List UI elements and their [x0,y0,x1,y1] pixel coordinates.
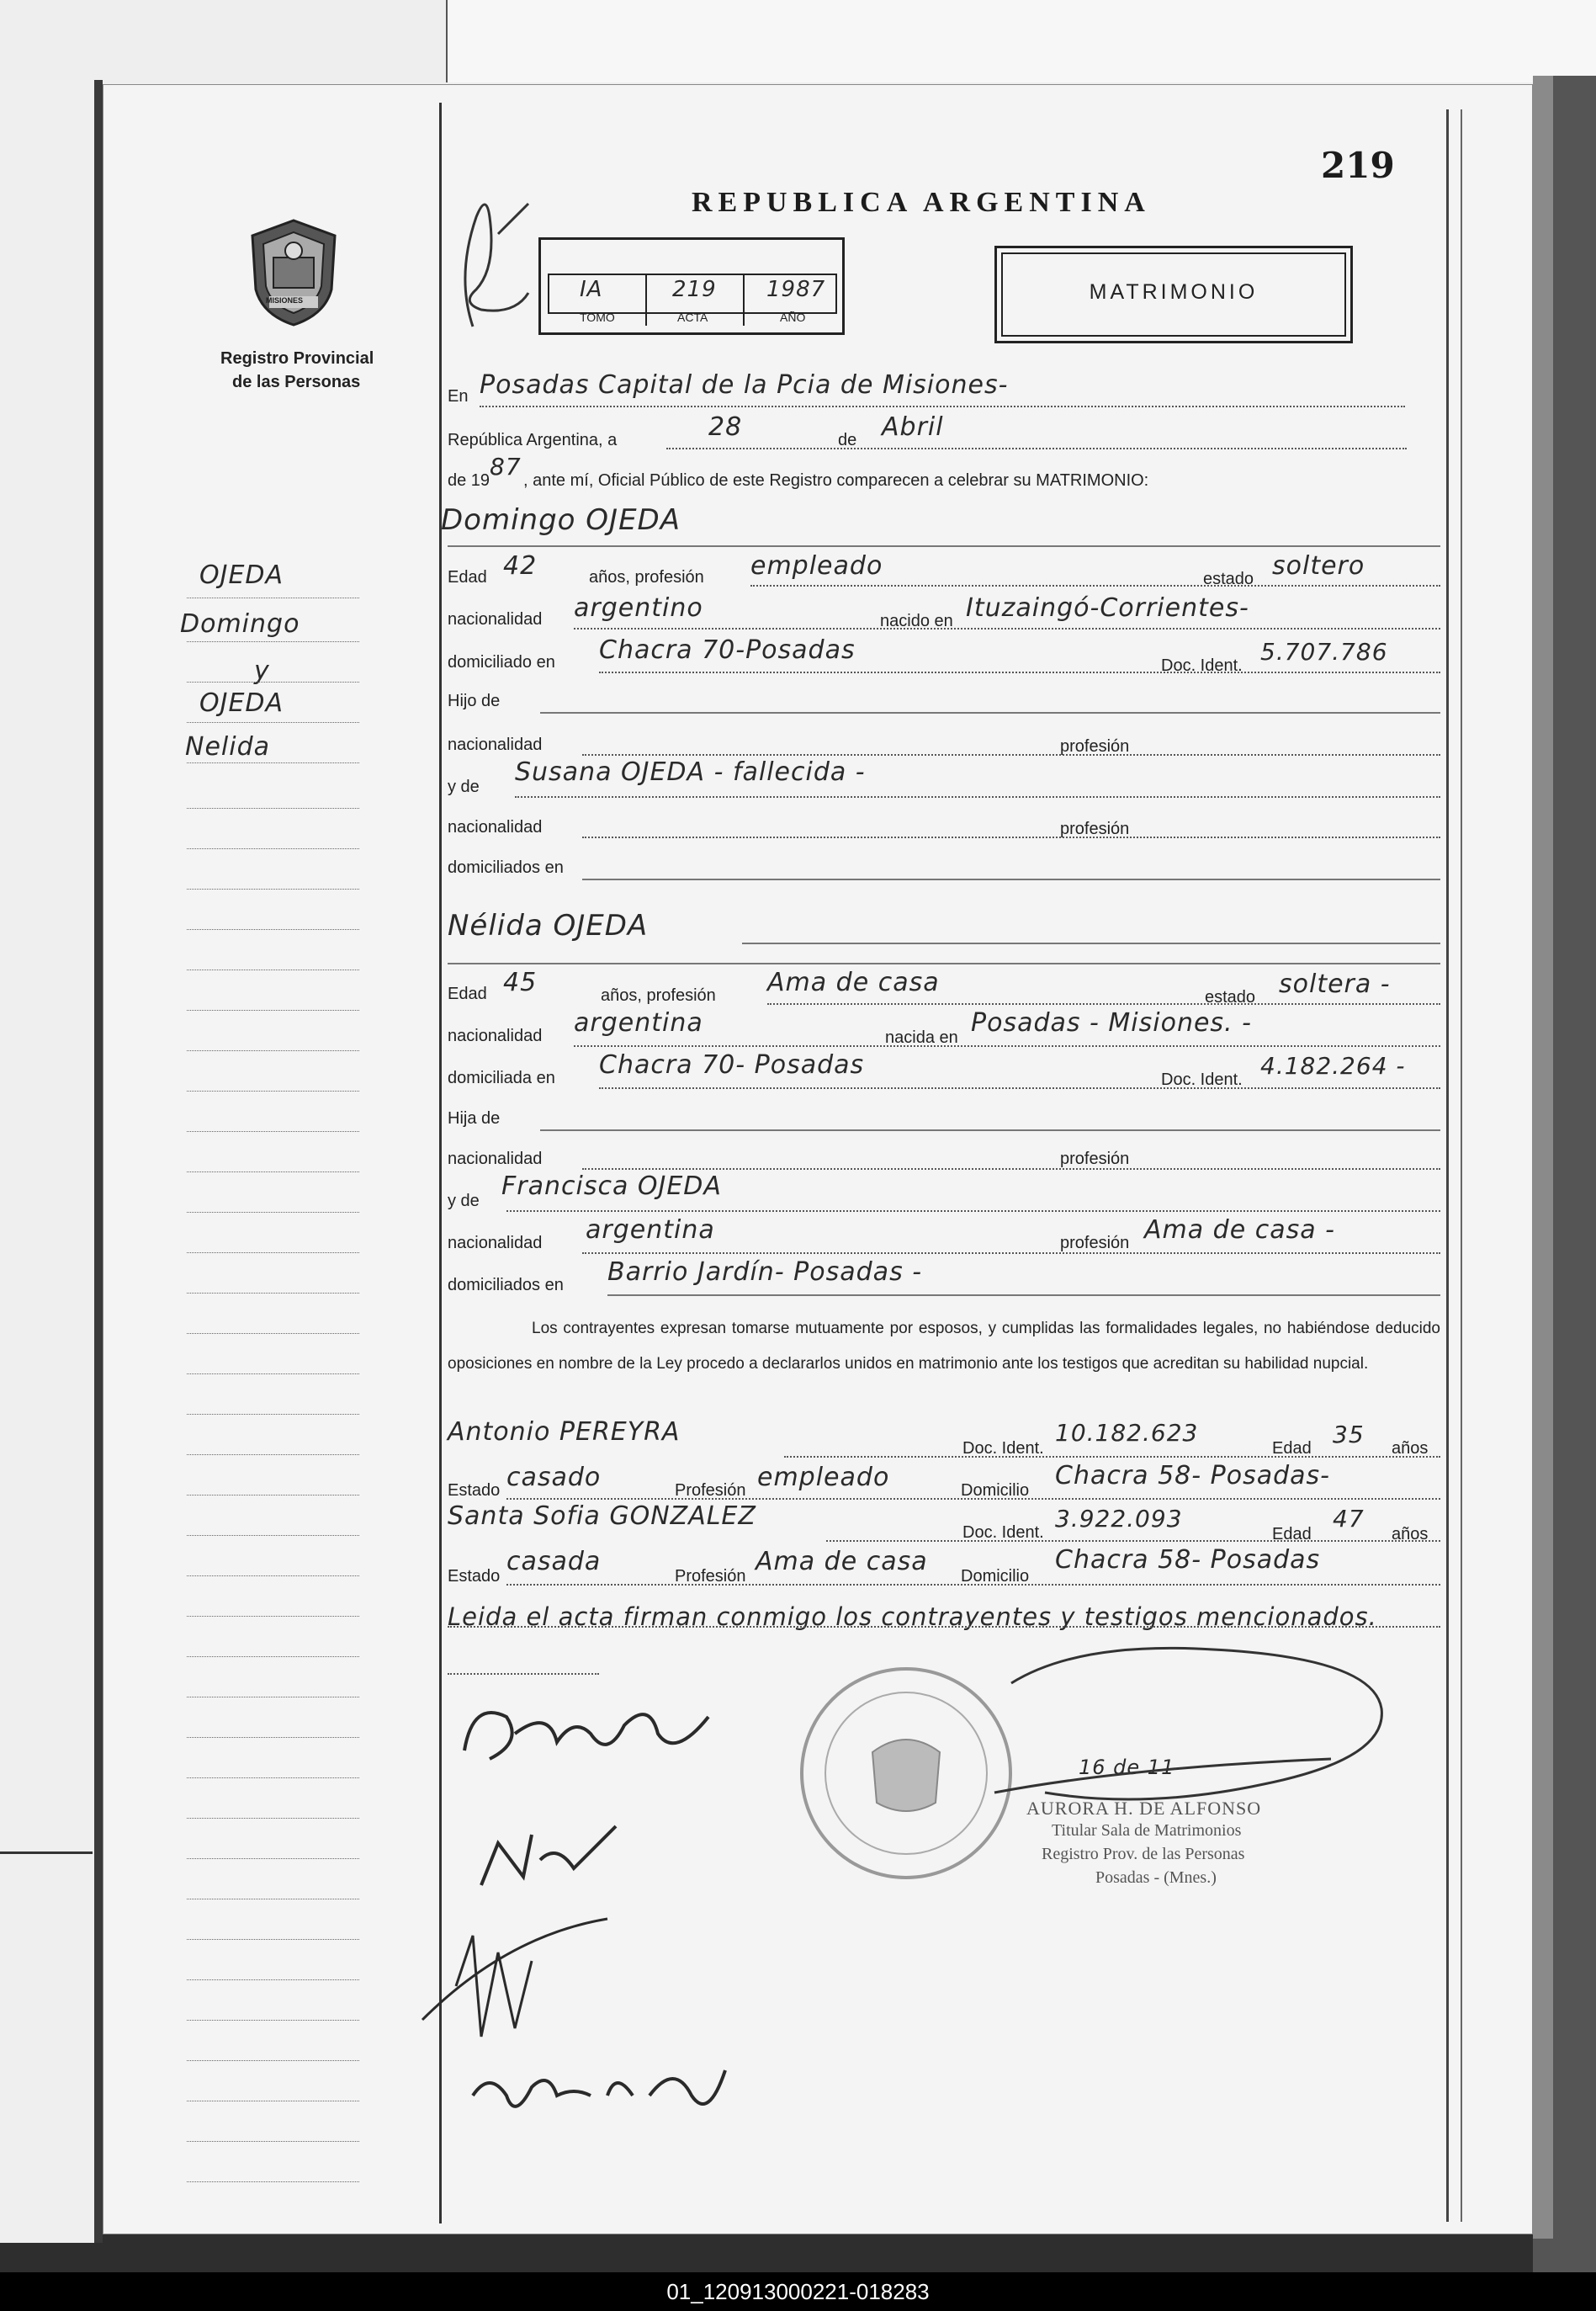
bride-domiciliados-rule [607,1294,1440,1296]
sidebar-rule [187,929,359,930]
bride-doc: 4.182.264 - [1260,1052,1406,1080]
witness1-doc: 10.182.623 [1055,1419,1199,1447]
republica-label: República Argentina, a [448,431,618,449]
groom-address: Chacra 70-Posadas [599,635,856,665]
witness1-signature [406,1902,624,2058]
groom-nacido-label: nacido en [880,612,953,630]
witness1-address: Chacra 58- Posadas- [1055,1461,1330,1490]
tomo-value: IA [580,277,603,302]
act-type: MATRIMONIO [1089,280,1259,304]
bride-row1-rule [767,1003,1440,1005]
witness1-prof-label: Profesión [675,1481,746,1500]
sidebar-rule [187,2060,359,2061]
bride-anos-label: años, profesión [601,986,716,1005]
margin-given-1: Domingo [180,609,300,639]
groom-father-prof-label: profesión [1060,737,1130,756]
sidebar-rule [187,1656,359,1657]
witness2-profession: Ama de casa [756,1547,928,1576]
groom-anos-label: años, profesión [589,568,704,587]
bride-domiciliados-label: domiciliados en [448,1276,564,1294]
bride-father-prof-label: profesión [1060,1150,1130,1168]
sidebar-rule [187,1091,359,1092]
witness1-profession: empleado [757,1463,890,1492]
official-stamp-line3: Registro Prov. de las Personas [1042,1845,1245,1863]
scan-id: 01_120913000221-018283 [666,2279,930,2304]
bride-mother-nationality: argentina [586,1215,715,1245]
place-rule [480,406,1405,407]
groom-dom-label: domiciliado en [448,653,555,672]
witness2-rule [826,1540,1440,1542]
intro-rest: , ante mí, Oficial Público de este Registro comparecen a celebrar su MATRIMONIO: [523,471,1149,490]
sidebar-rule [187,1777,359,1778]
bride-mother-nac-rule [582,1252,1440,1254]
bride-nacida-label: nacida en [885,1028,958,1047]
witness1-civil-status: casado [506,1463,602,1492]
year-suffix: 87 [490,453,522,481]
groom-row3-rule [599,672,1440,673]
act-type-box [994,246,1353,343]
witness2-doc: 3.922.093 [1055,1505,1183,1533]
bride-mother: Francisca OJEDA [501,1171,722,1201]
bride-dom-label: domiciliada en [448,1069,555,1087]
en-label: En [448,387,469,406]
bride-name-rule [742,943,1440,944]
groom-name-rule [448,545,1440,547]
witness2-row2-rule [506,1584,1440,1586]
acta-label: ACTA [677,311,708,324]
sidebar-rule [187,1010,359,1011]
sidebar-rule [187,2020,359,2021]
groom-hijo-rule [540,712,1440,714]
witness2-age: 47 [1333,1505,1365,1533]
closing-rule-2 [448,1673,599,1675]
sidebar-rule [187,1293,359,1294]
logo-text: MISIONES [266,296,304,305]
groom-edad-label: Edad [448,568,487,587]
right-border [1446,109,1449,2222]
bride-nac-label: nacionalidad [448,1027,543,1045]
witness1-doc-label: Doc. Ident. [962,1439,1044,1458]
sidebar-rule [187,762,359,763]
sidebar-rule [187,1414,359,1415]
groom-estado-label: estado [1203,570,1254,588]
bride-mother-profession: Ama de casa - [1144,1215,1335,1245]
sidebar-rule [187,722,359,723]
witness2-civil-status: casada [506,1547,602,1576]
witness2-name: Santa Sofia GONZALEZ [448,1501,756,1531]
sidebar-rule [187,1050,359,1051]
sidebar-rule [187,1454,359,1455]
place-value: Posadas Capital de la Pcia de Misiones- [480,370,1009,400]
groom-birthplace: Ituzaingó-Corrientes- [966,593,1249,623]
witness2-prof-label: Profesión [675,1567,746,1586]
groom-doc: 5.707.786 [1260,638,1388,666]
register-page [103,84,1533,2234]
witness1-row2-rule [506,1498,1440,1500]
groom-domiciliados-label: domiciliados en [448,858,564,877]
bride-yde-label: y de [448,1192,480,1210]
tomo-label: TOMO [580,311,615,324]
sidebar-rule [187,1939,359,1940]
bride-signature [473,1809,641,1906]
right-border-inner [1461,109,1462,2222]
sidebar-rule [187,641,359,642]
sidebar-rule [187,2141,359,2142]
groom-doc-label: Doc. Ident. [1161,656,1243,675]
bride-edad-label: Edad [448,985,487,1003]
sidebar-rule [187,1616,359,1617]
sidebar-rule [187,1737,359,1738]
bride-mother-prof-label: profesión [1060,1234,1130,1252]
sidebar-rule [187,1818,359,1819]
witness2-edad-label: Edad [1272,1525,1312,1543]
sidebar-rule [187,1979,359,1980]
record-box [538,237,845,335]
groom-profession: empleado [750,551,883,581]
registry-logo [244,217,343,328]
bride-name-rule-2 [448,963,1440,964]
sidebar-rule [187,1131,359,1132]
declaration-paragraph: Los contrayentes expresan tomarse mutuamente por esposos, y cumplidas las formalidades legales, no habiéndose deducido oposiciones en nombre de la Ley procedo a declararlos unidos en matrimonio ante los testigos que acreditan su habilidad nupcial. [448,1320,1440,1373]
groom-father-nac-label: nacionalidad [448,736,543,754]
witness2-doc-label: Doc. Ident. [962,1523,1044,1542]
sidebar-rule [187,1373,359,1374]
bride-estado-label: estado [1205,988,1256,1007]
handwritten-initial [448,183,540,348]
bride-name: Nélida OJEDA [448,909,649,943]
bride-row3-rule [599,1087,1440,1089]
registry-name-line2: de las Personas [232,373,361,391]
sidebar-rule [187,1858,359,1859]
acta-value: 219 [672,277,717,302]
witness2-address: Chacra 58- Posadas [1055,1545,1321,1575]
registry-name-line1: Registro Provincial [220,349,374,368]
bride-civil-status: soltera - [1279,970,1391,999]
month-value: Abril [882,412,944,442]
page-stack-edge [1533,76,1553,2239]
country-heading: REPUBLICA ARGENTINA [692,187,1151,218]
groom-yde-label: y de [448,778,480,796]
groom-name: Domingo OJEDA [441,503,681,537]
groom-mother-nac-label: nacionalidad [448,818,543,837]
witness1-anos-label: años [1392,1439,1429,1458]
bride-row2-rule [574,1045,1440,1047]
official-stamp-line4: Posadas - (Mnes.) [1095,1868,1217,1887]
de-label: de [838,431,857,449]
sidebar-rule [187,1495,359,1496]
margin-surname-2: OJEDA [199,688,284,718]
sidebar-rule [187,848,359,849]
witness1-edad-label: Edad [1272,1439,1312,1458]
sidebar-rule [187,2181,359,2182]
witness1-rule [784,1456,1440,1458]
witness1-age: 35 [1333,1421,1365,1448]
page-number: 219 [1321,145,1395,186]
bride-hija-rule [540,1129,1440,1131]
groom-row2-rule [574,628,1440,630]
bride-nationality: argentina [574,1008,703,1038]
bride-parents-address: Barrio Jardín- Posadas - [607,1257,923,1287]
sidebar-rule [187,1333,359,1334]
sidebar-rule [187,889,359,890]
bride-father-rule [582,1168,1440,1170]
official-stamp-line1: AURORA H. DE ALFONSO [1026,1798,1262,1819]
bride-hija-label: Hija de [448,1109,501,1128]
groom-hijo-label: Hijo de [448,692,501,710]
groom-mother: Susana OJEDA - fallecida - [515,757,866,787]
handwritten-date: 16 de 11 [1079,1756,1175,1779]
bride-profession: Ama de casa [767,968,940,997]
groom-mother-prof-label: profesión [1060,820,1130,838]
left-binder-page [0,80,103,2243]
groom-domiciliados-rule [582,879,1440,880]
official-signature [978,1633,1415,1839]
bride-mother-nac-label: nacionalidad [448,1234,543,1252]
groom-nac-label: nacionalidad [448,610,543,629]
groom-mother-nac-rule [582,837,1440,838]
witness1-dom-label: Domicilio [961,1481,1030,1500]
witness1-estado-label: Estado [448,1481,501,1500]
groom-nationality: argentino [574,593,703,623]
day-value: 28 [708,412,743,442]
margin-given-2: Nelida [185,732,270,762]
year-prefix: de 19 [448,471,490,490]
official-stamp-line2: Titular Sala de Matrimonios [1052,1821,1242,1840]
witness2-dom-label: Domicilio [961,1567,1030,1586]
underlying-pages [446,0,1596,82]
groom-signature [456,1683,734,1788]
bride-age: 45 [503,968,538,997]
witness1-name: Antonio PEREYRA [448,1417,681,1447]
sidebar-rule [187,1252,359,1253]
sidebar-rule [187,1575,359,1576]
groom-father-rule [582,754,1440,756]
scan-footer [0,2272,1596,2311]
bride-father-nac-label: nacionalidad [448,1150,543,1168]
ano-label: AÑO [780,311,806,324]
groom-mother-rule [515,796,1440,798]
sidebar-rule [187,808,359,809]
left-page-mark [0,1851,93,1854]
groom-age: 42 [503,551,538,581]
margin-conj: y [254,656,270,686]
sidebar-rule [187,682,359,683]
margin-surname-1: OJEDA [199,560,284,590]
sidebar-rule [187,1171,359,1172]
closing-text: Leida el acta firman conmigo los contrayentes y testigos mencionados. [448,1602,1377,1631]
sidebar-rule [187,1535,359,1536]
ano-value: 1987 [766,277,826,302]
bride-address: Chacra 70- Posadas [599,1050,865,1080]
sidebar-rule [187,1212,359,1213]
groom-civil-status: soltero [1272,551,1365,581]
witness2-estado-label: Estado [448,1567,501,1586]
date-rule [666,448,1407,449]
closing-rule [448,1626,1440,1628]
groom-row1-rule [750,585,1440,587]
bride-mother-rule [506,1210,1440,1212]
bride-birthplace: Posadas - Misiones. - [971,1008,1252,1038]
bride-doc-label: Doc. Ident. [1161,1070,1243,1089]
witness2-signature [464,2037,750,2142]
witness2-anos-label: años [1392,1525,1429,1543]
